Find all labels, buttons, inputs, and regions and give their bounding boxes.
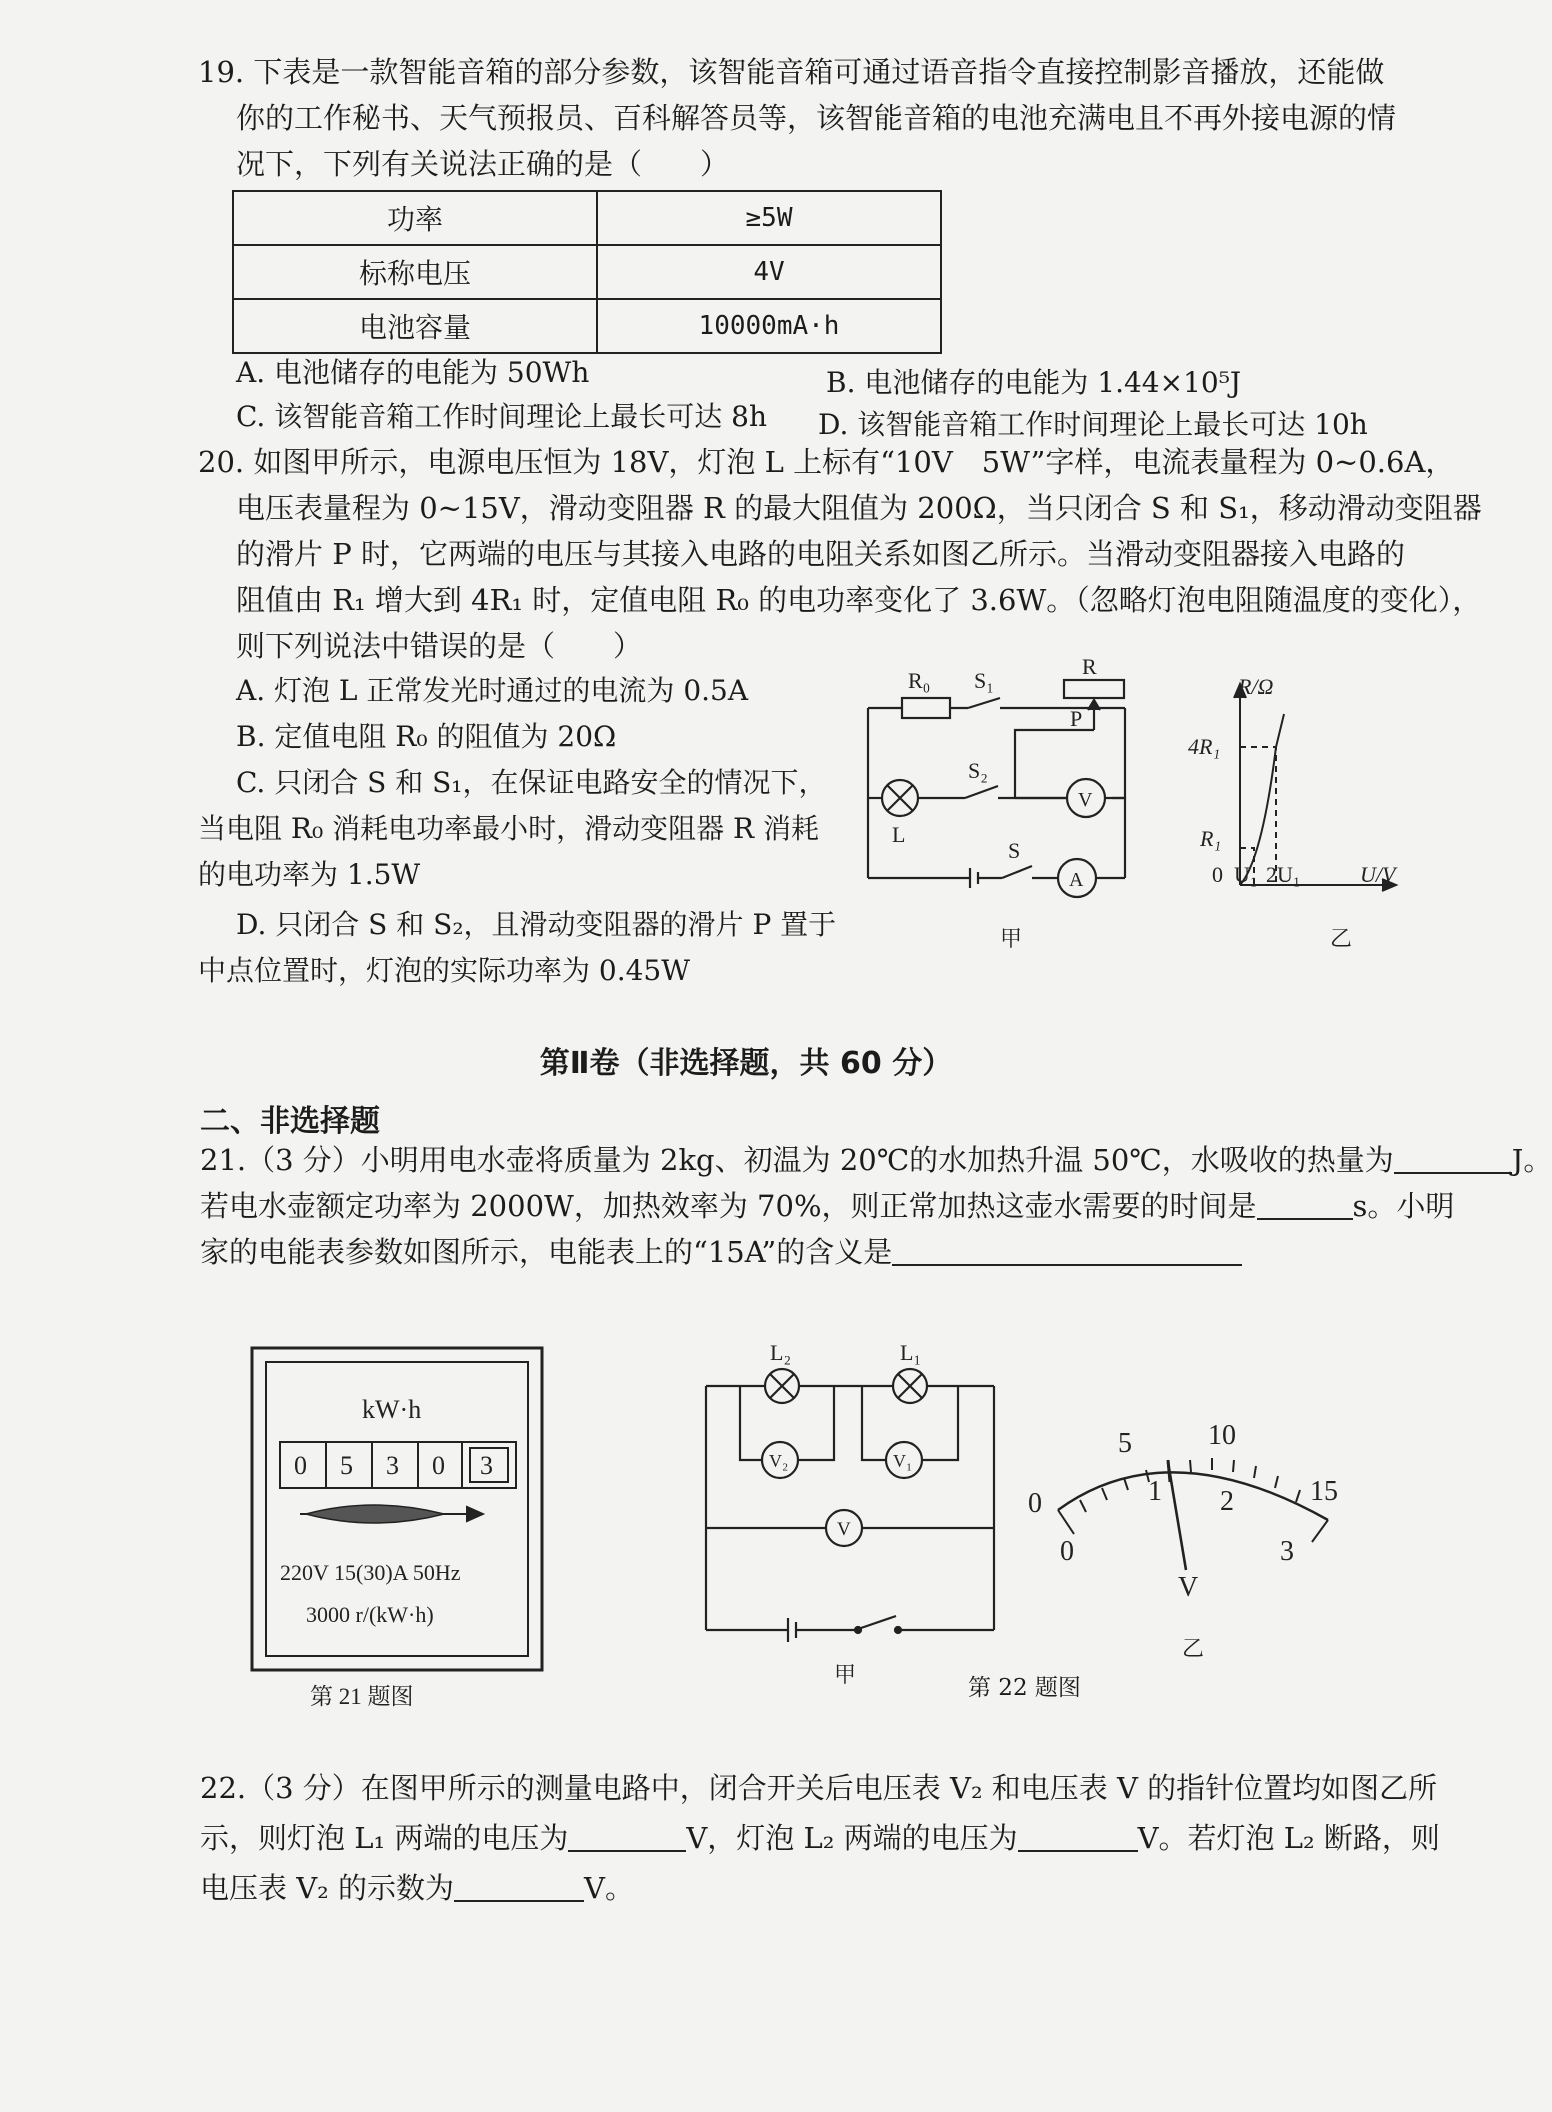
q22-circuit-caption: 甲 (834, 1662, 857, 1687)
q20-option-c-line-2: 当电阻 R₀ 消耗电功率最小时，滑动变阻器 R 消耗 (198, 812, 819, 845)
spec-value: 10000mA·h (597, 299, 941, 353)
r-label: R (1082, 654, 1097, 679)
q21-text-1a: 21.（3 分）小明用电水壶将质量为 2kg、初温为 20℃的水加热升温 50℃，水吸收的热量为 (200, 1143, 1394, 1177)
dial-label-bottom: 2 (1220, 1486, 1234, 1517)
spec-value: 4V (597, 245, 941, 299)
meter-digit: 0 (432, 1451, 445, 1480)
s-label: S (1008, 838, 1021, 863)
p-label: P (1070, 706, 1083, 731)
q22-line-3 (200, 1868, 634, 1908)
l2-label: L₂ (770, 1340, 792, 1365)
q20-option-c-line-1: C. 只闭合 S 和 S₁，在保证电路安全的情况下， (236, 766, 827, 799)
q21-line-3 (200, 1232, 1242, 1272)
graph-y-tick-high: 4R₁ (1188, 734, 1221, 759)
q22-text-3b: V。 (584, 1871, 634, 1905)
q22-text-2c: V。若灯泡 L₂ 断路，则 (1137, 1821, 1440, 1855)
q22-answer-blank-3[interactable] (454, 1870, 584, 1902)
dial-label-top: 10 (1208, 1420, 1236, 1451)
graph-caption: 乙 (1330, 926, 1353, 951)
dial-label-top: 15 (1310, 1476, 1338, 1507)
q19-spec-table (232, 190, 942, 354)
q20-option-c-line-3: 的电功率为 1.5W (198, 858, 421, 891)
r0-label: R₀ (908, 668, 931, 693)
q21-text-2b: s。小明 (1352, 1189, 1455, 1223)
q21-line-2 (200, 1186, 1454, 1226)
ammeter-label: A (1069, 869, 1084, 891)
dial-label-top: 5 (1118, 1428, 1132, 1459)
meter-unit: kW·h (362, 1395, 422, 1424)
graph-x-tick-2: 2U₁ (1266, 862, 1301, 887)
q22-text-3a: 电压表 V₂ 的示数为 (200, 1871, 455, 1905)
meter-spec-2: 3000 r/(kW·h) (306, 1602, 434, 1627)
q20-option-a: A. 灯泡 L 正常发光时通过的电流为 0.5A (236, 674, 749, 707)
q21-answer-blank-2[interactable] (1257, 1188, 1353, 1220)
meter-spec-1: 220V 15(30)A 50Hz (280, 1560, 461, 1585)
lamp-label: L (892, 822, 906, 847)
table-row (233, 299, 941, 353)
q19-line-3: 况下，下列有关说法正确的是（ ） (236, 147, 730, 181)
graph-x-tick-1: U₁ (1234, 862, 1258, 887)
table-row (233, 191, 941, 245)
q21-answer-blank-3[interactable] (892, 1234, 1242, 1266)
l1-label: L₁ (900, 1340, 922, 1365)
q22-answer-blank-2[interactable] (1018, 1820, 1138, 1852)
q20-r-u-graph (1180, 670, 1430, 960)
graph-y-tick-low: R₁ (1200, 826, 1222, 851)
q21-figure-caption: 第 21 题图 (310, 1684, 414, 1709)
s1-label: S₁ (974, 668, 994, 693)
q19-line-1: 19. 下表是一款智能音箱的部分参数，该智能音箱可通过语音指令直接控制影音播放，还能做 (198, 55, 1385, 89)
voltmeter-label: V (1078, 789, 1093, 811)
meter-digit: 3 (480, 1451, 493, 1480)
q22-answer-blank-1[interactable] (568, 1820, 686, 1852)
dial-label-bottom: 1 (1148, 1476, 1162, 1507)
q22-text-2b: V，灯泡 L₂ 两端的电压为 (686, 1821, 1018, 1855)
meter-digit: 3 (386, 1451, 399, 1480)
q22-dial-caption: 乙 (1182, 1636, 1205, 1661)
spec-label: 功率 (233, 191, 597, 245)
q20-option-b: B. 定值电阻 R₀ 的阻值为 20Ω (236, 720, 617, 753)
q21-answer-blank-1[interactable] (1394, 1142, 1512, 1174)
section-title: 第Ⅱ卷（非选择题，共 60 分） (539, 1046, 953, 1081)
q20-circuit-diagram (850, 654, 1170, 960)
q20-line-3: 的滑片 P 时，它两端的电压与其接入电路的电阻关系如图乙所示。当滑动变阻器接入电路的 (236, 537, 1405, 571)
q19-option-b: B. 电池储存的电能为 1.44×10⁵J (826, 366, 1242, 399)
q22-text-2a: 示，则灯泡 L₁ 两端的电压为 (200, 1821, 569, 1855)
q21-text-2a: 若电水壶额定功率为 2000W，加热效率为 70%，则正常加热这壶水需要的时间是 (200, 1189, 1257, 1223)
table-row (233, 245, 941, 299)
dial-label-bottom: 3 (1280, 1536, 1294, 1567)
q22-voltmeter-dial (1018, 1400, 1348, 1670)
q22-figure-caption: 第 22 题图 (968, 1675, 1081, 1701)
q22-circuit-diagram (696, 1330, 1016, 1687)
q20-line-4: 阻值由 R₁ 增大到 4R₁ 时，定值电阻 R₀ 的电功率变化了 3.6W。（忽略灯泡电阻随温度的变化）， (236, 583, 1482, 617)
q19-option-c: C. 该智能音箱工作时间理论上最长可达 8h (236, 400, 767, 433)
section-heading: 二、非选择题 (200, 1104, 380, 1139)
q21-line-1 (200, 1140, 1552, 1180)
q20-line-2: 电压表量程为 0~15V，滑动变阻器 R 的最大阻值为 200Ω，当只闭合 S 和 S₁，移动滑动变阻器 (236, 491, 1482, 525)
graph-x-label: U/V (1360, 862, 1396, 887)
q19-option-a: A. 电池储存的电能为 50Wh (236, 356, 590, 389)
meter-digit: 0 (294, 1451, 307, 1480)
v1-label: V₁ (893, 1451, 913, 1471)
graph-y-label: R/Ω (1238, 674, 1274, 699)
q19-option-d: D. 该智能音箱工作时间理论上最长可达 10h (818, 408, 1368, 441)
dial-label-top: 0 (1028, 1488, 1042, 1519)
graph-origin: 0 (1212, 862, 1223, 887)
spec-label: 电池容量 (233, 299, 597, 353)
q20-option-d-line-2: 中点位置时，灯泡的实际功率为 0.45W (198, 954, 691, 987)
dial-label-bottom: 0 (1060, 1536, 1074, 1567)
v-label: V (837, 1519, 851, 1540)
s2-label: S₂ (968, 758, 988, 783)
q21-energy-meter (244, 1340, 554, 1710)
spec-value: ≥5W (597, 191, 941, 245)
q20-line-5: 则下列说法中错误的是（ ） (236, 629, 643, 663)
q20-option-d-line-1: D. 只闭合 S 和 S₂，且滑动变阻器的滑片 P 置于 (236, 908, 837, 941)
q21-text-1b: J。 (1511, 1143, 1552, 1177)
q20-line-1: 20. 如图甲所示，电源电压恒为 18V，灯泡 L 上标有“10V 5W”字样，电流表量程为 0~0.6A， (198, 445, 1455, 479)
q19-line-2: 你的工作秘书、天气预报员、百科解答员等，该智能音箱的电池充满电且不再外接电源的情 (236, 101, 1397, 135)
q22-line-1: 22.（3 分）在图甲所示的测量电路中，闭合开关后电压表 V₂ 和电压表 V 的指针位置均如图乙所 (200, 1771, 1438, 1805)
meter-digit: 5 (340, 1451, 353, 1480)
diagram-caption: 甲 (1000, 926, 1023, 951)
v2-label: V₂ (769, 1451, 789, 1471)
spec-label: 标称电压 (233, 245, 597, 299)
q21-text-3: 家的电能表参数如图所示，电能表上的“15A”的含义是 (200, 1235, 893, 1269)
q22-line-2 (200, 1818, 1440, 1858)
dial-needle-label: V (1178, 1572, 1199, 1603)
